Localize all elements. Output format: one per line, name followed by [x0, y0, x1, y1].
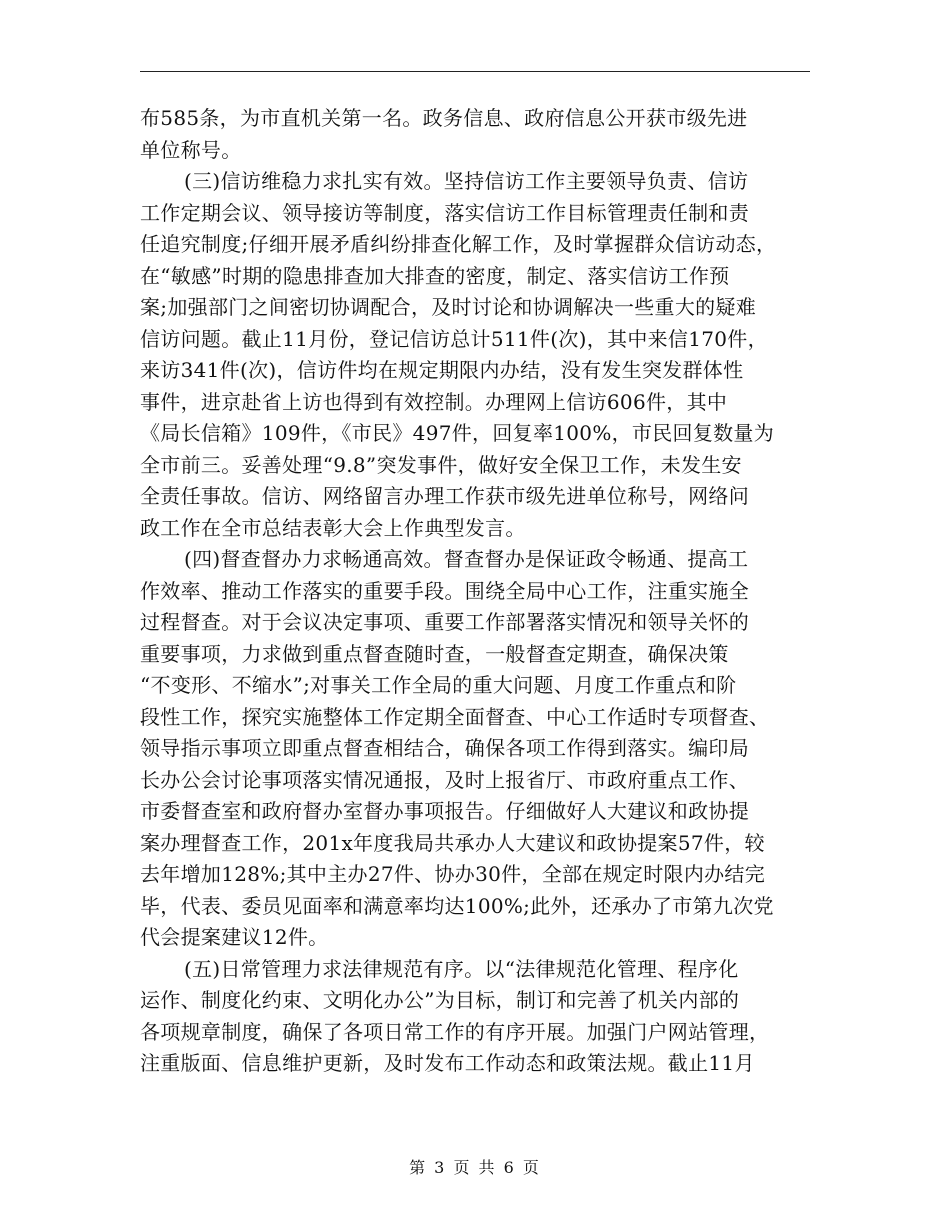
text-line: 重要事项，力求做到重点督查随时查，一般督查定期查，确保决策 [140, 641, 729, 666]
text-line: 《局长信箱》109件，《市民》497件，回复率100%，市民回复数量为 [140, 421, 775, 445]
text-line: 任追究制度;仔细开展矛盾纠纷排查化解工作，及时掌握群众信访动态， [140, 232, 777, 256]
text-line: 布585条，为市直机关第一名。政务信息、政府信息公开获市级先进 [140, 106, 748, 130]
text-line: 在“敏感”时期的隐患排查加大排查的密度，制定、落实信访工作预 [140, 263, 730, 288]
text-line: 过程督查。对于会议决定事项、重要工作部署落实情况和领导关怀的 [140, 610, 749, 634]
text-line: (四)督查督办力求畅通高效。督查督办是保证政令畅通、提高工 [184, 547, 749, 571]
text-line: 注重版面、信息维护更新，及时发布工作动态和政策法规。截止11月 [140, 1051, 755, 1075]
text-line: 代会提案建议12件。 [140, 925, 329, 949]
text-line: 段性工作，探究实施整体工作定期全面督查、中心工作适时专项督查、 [140, 704, 770, 729]
page-footer: 第 3 页 共 6 页 [409, 1158, 541, 1177]
text-line: 毕，代表、委员见面率和满意率均达100%;此外，还承办了市第九次党 [140, 893, 774, 918]
text-line: 市委督查室和政府督办室督办事项报告。仔细做好人大建议和政协提 [140, 799, 749, 823]
text-line: (三)信访维稳力求扎实有效。坚持信访工作主要领导负责、信访 [184, 169, 749, 193]
text-line: 全责任事故。信访、网络留言办理工作获市级先进单位称号，网络问 [140, 484, 749, 508]
text-line: 政工作在全市总结表彰大会上作典型发言。 [140, 515, 526, 540]
text-line: 工作定期会议、领导接访等制度，落实信访工作目标管理责任制和责 [140, 200, 749, 225]
text-line: (五)日常管理力求法律规范有序。以“法律规范化管理、程序化 [184, 956, 739, 981]
text-line: 单位称号。 [140, 137, 242, 162]
text-line: 案办理督查工作，201x年度我局共承办人大建议和政协提案57件，较 [140, 830, 765, 855]
text-line: 去年增加128%;其中主办27件、协办30件，全部在规定时限内办结完 [140, 862, 766, 886]
text-line: 案;加强部门之间密切协调配合，及时讨论和协调解决一些重大的疑难 [140, 295, 757, 319]
text-line: 作效率、推动工作落实的重要手段。围绕全局中心工作，注重实施全 [140, 578, 749, 603]
body-text [140, 103, 830, 1080]
text-line: 各项规章制度，确保了各项日常工作的有序开展。加强门户网站管理， [140, 1019, 770, 1044]
text-line: 事件，进京赴省上访也得到有效控制。办理网上信访606件，其中 [140, 389, 728, 414]
text-line: 来访341件(次)，信访件均在规定期限内办结，没有发生突发群体性 [140, 358, 744, 382]
text-line: 信访问题。截止11月份，登记信访总计511件(次)，其中来信170件， [140, 326, 768, 351]
text-line: 领导指示事项立即重点督查相结合，确保各项工作得到落实。编印局 [140, 736, 749, 760]
text-line: 长办公会讨论事项落实情况通报，及时上报省厅、市政府重点工作、 [140, 767, 749, 792]
text-line: 全市前三。妥善处理“9.8”突发事件，做好安全保卫工作，未发生安 [140, 452, 742, 477]
header-rule [140, 71, 810, 72]
text-line: “不变形、不缩水”;对事关工作全局的重大问题、月度工作重点和阶 [140, 673, 737, 697]
text-line: 运作、制度化约束、文明化办公”为目标，制订和完善了机关内部的 [140, 988, 740, 1012]
